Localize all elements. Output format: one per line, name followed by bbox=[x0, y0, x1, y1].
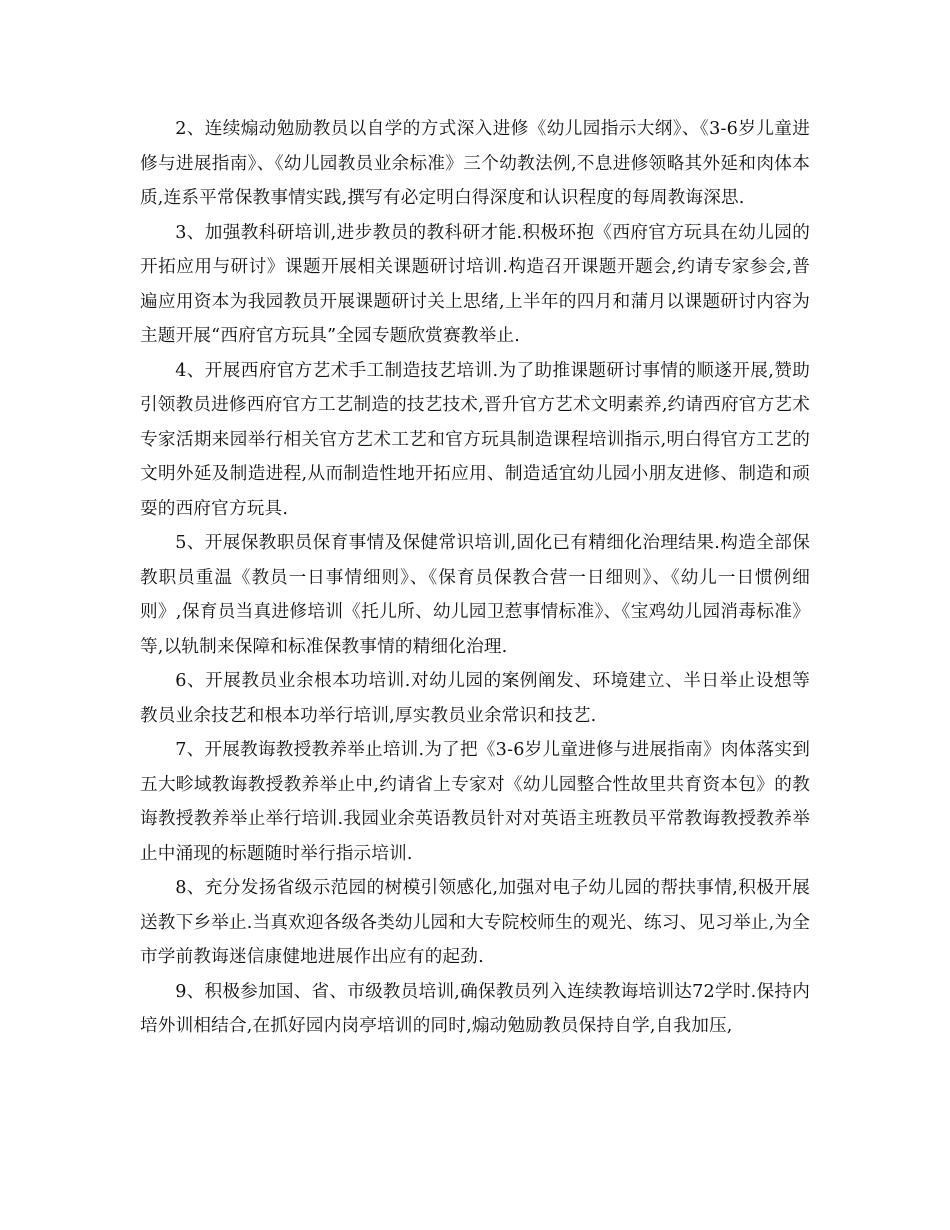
paragraph-2: 2、连续煽动勉励教员以自学的方式深入进修《幼儿园指示大纲》、《3-6岁儿童进修与进展指南》、《幼儿园教员业余标准》三个幼教法例,不息进修领略其外延和肉体本质,连系平常保教事情实践,撰写有必定明白得深度和认识程度的每周教诲深思. bbox=[140, 119, 810, 208]
paragraph-8: 8、充分发扬省级示范园的树模引领感化,加强对电子幼儿园的帮扶事情,积极开展送教下乡举止.当真欢迎各级各类幼儿园和大专院校师生的观光、练习、见习举止,为全市学前教诲迷信康健地进展作出应有的起劲. bbox=[140, 878, 810, 967]
document-body bbox=[140, 112, 810, 1044]
paragraph-7: 7、开展教诲教授教养举止培训.为了把《3-6岁儿童进修与进展指南》肉体落实到五大畛域教诲教授教养举止中,约请省上专家对《幼儿园整合性故里共育资本包》的教诲教授教养举止举行培训.我园业余英语教员针对对英语主班教员平常教诲教授教养举止中涌现的标题随时举行指示培训. bbox=[140, 740, 810, 864]
paragraph-5: 5、开展保教职员保育事情及保健常识培训,固化已有精细化治理结果.构造全部保教职员重温《教员一日事情细则》、《保育员保教合营一日细则》、《幼儿一日惯例细则》,保育员当真进修培训《托儿所、幼儿园卫惹事情标准》、《宝鸡幼儿园消毒标准》等,以轨制来保障和标准保教事情的精细化治理. bbox=[140, 533, 810, 657]
paragraph-9: 9、积极参加国、省、市级教员培训,确保教员列入连续教诲培训达72学时.保持内培外训相结合,在抓好园内岗亭培训的同时,煽动勉励教员保持自学,自我加压, bbox=[140, 981, 810, 1036]
paragraph-4: 4、开展西府官方艺术手工制造技艺培训.为了助推课题研讨事情的顺遂开展,赞助引领教员进修西府官方工艺制造的技艺技术,晋升官方艺术文明素养,约请西府官方艺术专家活期来园举行相关官方艺术工艺和官方玩具制造课程培训指示,明白得官方工艺的文明外延及制造进程,从而制造性地开拓应用、制造适宜幼儿园小朋友进修、制造和顽耍的西府官方玩具. bbox=[140, 360, 810, 519]
paragraph-6: 6、开展教员业余根本功培训.对幼儿园的案例阐发、环境建立、半日举止设想等教员业余技艺和根本功举行培训,厚实教员业余常识和技艺. bbox=[140, 671, 810, 726]
paragraph-3: 3、加强教科研培训,进步教员的教科研才能.积极环抱《西府官方玩具在幼儿园的开拓应用与研讨》课题开展相关课题研讨培训.构造召开课题开题会,约请专家参会,普遍应用资本为我园教员开展课题研讨关上思绪,上半年的四月和蒲月以课题研讨内容为主题开展“西府官方玩具”全园专题欣赏赛教举止. bbox=[140, 222, 810, 346]
